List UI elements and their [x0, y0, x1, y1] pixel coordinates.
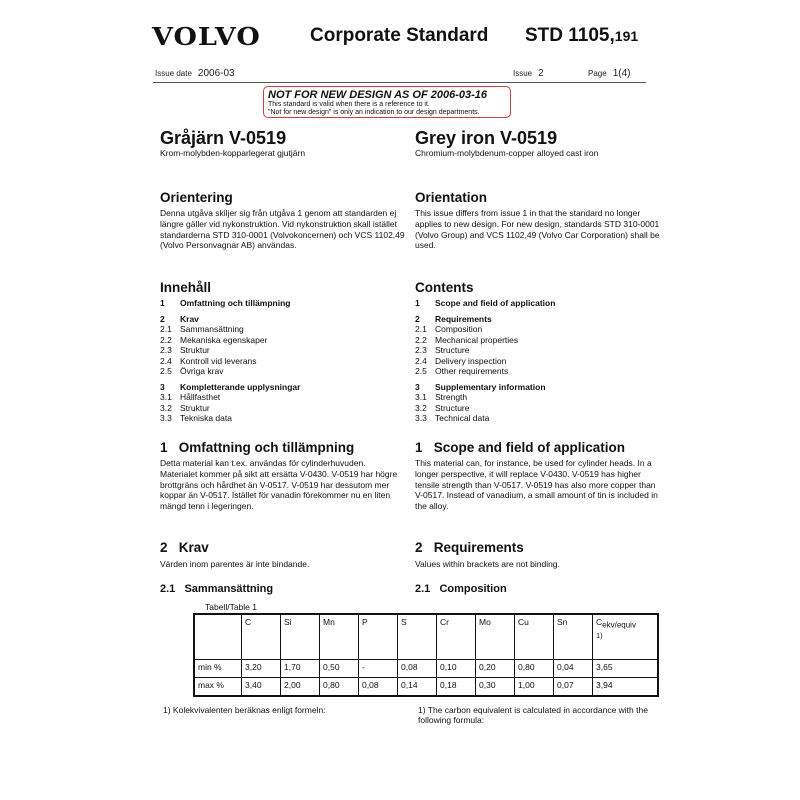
toc-item-label: Composition — [435, 324, 483, 334]
table-header-row — [194, 614, 658, 660]
toc-item[interactable] — [160, 356, 405, 367]
toc-item-number: 1 — [160, 298, 165, 308]
en-section-1-text: This material can, for instance, be used for cylinder heads. In a longer perspective, it will replace V-0430. V-0519 has higher tensile strength than V-0517. V-0519 has also more copper than V-0517. Instead of vanadium, a small amount of tin is included in the alloy. — [415, 458, 658, 512]
toc-item-label: Krav — [180, 313, 199, 324]
toc-item-label: Supplementary information — [435, 381, 546, 392]
not-for-new-design-notice — [263, 86, 511, 118]
table-cell: 0,07 — [554, 678, 593, 697]
toc-item[interactable] — [160, 413, 405, 424]
en-section-2-1-heading: 2.1 Composition — [415, 583, 507, 595]
table-cell: 0,18 — [437, 678, 476, 697]
notice-title: NOT FOR NEW DESIGN AS OF 2006-03-16 — [268, 89, 488, 101]
table-cell: 0,30 — [476, 678, 515, 697]
issue-label: Issue — [513, 69, 533, 78]
table-header-cell: Mo — [476, 614, 515, 660]
table-cell: 0,14 — [398, 678, 437, 697]
page-number — [588, 68, 630, 79]
table-row — [194, 678, 658, 697]
sv-section-2 — [160, 540, 405, 570]
carbon-equiv-subscript: ekv/equiv — [602, 620, 636, 630]
notice-line-2: "Not for new design" is only an indication to our design departments. — [268, 109, 480, 116]
toc-item[interactable] — [160, 366, 405, 377]
toc-item-number: 2.1 — [160, 324, 172, 334]
sv-column — [160, 128, 405, 158]
issue-date-value: 2006-03 — [197, 68, 235, 79]
toc-item[interactable] — [415, 403, 660, 414]
toc-item-label: Delivery inspection — [435, 355, 507, 366]
en-toc-list — [415, 298, 660, 424]
toc-item[interactable] — [415, 392, 660, 403]
table-cell: 3,20 — [242, 660, 281, 678]
toc-item-number: 2.3 — [160, 345, 172, 355]
table-header-cell: Sn — [554, 614, 593, 660]
toc-item[interactable] — [160, 403, 405, 414]
standard-number — [525, 25, 638, 47]
toc-item-label: Omfattning och tillämpning — [180, 298, 291, 308]
en-section-2-1 — [415, 583, 660, 595]
table-row-label: max % — [194, 678, 242, 697]
page-label: Page — [588, 69, 607, 78]
toc-item-number: 2.5 — [415, 366, 427, 376]
table-header-cell — [593, 614, 659, 660]
toc-item[interactable] — [160, 324, 405, 335]
toc-item-number: 2.3 — [415, 345, 427, 355]
issue-number — [513, 68, 544, 79]
en-contents-heading: Contents — [415, 280, 474, 295]
toc-item-number: 3.2 — [415, 402, 427, 413]
toc-item-number: 3 — [415, 381, 420, 392]
sv-toc-list — [160, 298, 405, 424]
en-column — [415, 128, 660, 158]
table-header-cell: S — [398, 614, 437, 660]
toc-item-number: 2.5 — [160, 366, 172, 376]
toc-item-number: 2.1 — [415, 324, 427, 334]
table-cell: 1,70 — [281, 660, 320, 678]
table-cell: 3,65 — [593, 660, 659, 678]
toc-item-number: 3.2 — [160, 402, 172, 413]
toc-item[interactable] — [160, 345, 405, 356]
toc-item[interactable] — [160, 392, 405, 403]
en-section-2-heading: 2 Requirements — [415, 540, 524, 555]
toc-item-number: 2.4 — [415, 355, 427, 366]
table-cell: 0,80 — [320, 678, 359, 697]
table-cell: 1,00 — [515, 678, 554, 697]
toc-item-number: 3.3 — [415, 413, 427, 423]
table-cell: 0,80 — [515, 660, 554, 678]
sv-subtitle: Krom-molybden-kopparlegerat gjutjärn — [160, 148, 306, 158]
toc-item-label: Övriga krav — [180, 366, 224, 376]
toc-item-label: Scope and field of application — [435, 298, 556, 308]
table-cell: 3,94 — [593, 678, 659, 697]
standard-number-main: STD 1105, — [525, 25, 615, 46]
document-type-title: Corporate Standard — [310, 25, 489, 46]
header-divider — [153, 82, 646, 83]
toc-item-number: 2.2 — [160, 334, 172, 345]
en-orientation-text: This issue differs from issue 1 in that the standard no longer applies to new design. For new design, standards STD 310-0001 (Volvo Group) and VCS 1102,49 (Volvo Car Corporation) shall be used. — [415, 208, 660, 251]
toc-item[interactable] — [415, 324, 660, 335]
sv-contents-heading: Innehåll — [160, 280, 212, 295]
toc-item-label: Kompletterande upplysningar — [180, 381, 301, 392]
toc-item-label: Tekniska data — [180, 413, 232, 423]
table-row — [194, 660, 658, 678]
table-header-cell: C — [242, 614, 281, 660]
table-cell: 0,04 — [554, 660, 593, 678]
standard-number-suffix: 191 — [614, 28, 639, 44]
toc-item-label: Requirements — [435, 313, 492, 324]
table-cell: 3,40 — [242, 678, 281, 697]
toc-item[interactable] — [160, 298, 405, 309]
issue-date — [155, 68, 235, 79]
sv-title: Gråjärn V-0519 — [160, 128, 287, 148]
toc-item[interactable] — [160, 382, 405, 393]
toc-item[interactable] — [160, 335, 405, 346]
sv-section-1 — [160, 440, 405, 512]
en-section-1-heading: 1 Scope and field of application — [415, 440, 626, 455]
sv-footnote: 1) Kolekvivalenten beräknas enligt formeln: — [163, 705, 326, 715]
toc-item-label: Mechanical properties — [435, 334, 519, 345]
toc-item[interactable] — [415, 356, 660, 367]
notice-line-1: This standard is valid when there is a reference to it. — [268, 101, 430, 108]
toc-item-number: 3.3 — [160, 413, 172, 423]
toc-item[interactable] — [415, 413, 660, 424]
sv-contents — [160, 280, 405, 424]
en-section-1 — [415, 440, 660, 512]
volvo-logo: VOLVO — [152, 22, 261, 51]
toc-item-label: Other requirements — [435, 366, 509, 376]
sv-section-2-1-heading: 2.1 Sammansättning — [160, 583, 274, 595]
sv-section-2-heading: 2 Krav — [160, 540, 209, 555]
toc-item-label: Mekaniska egenskaper — [180, 334, 268, 345]
sv-section-1-heading: 1 Omfattning och tillämpning — [160, 440, 355, 455]
toc-item-label: Kontroll vid leverans — [180, 355, 257, 366]
table-cell: 0,50 — [320, 660, 359, 678]
toc-item-label: Sammansättning — [180, 324, 244, 334]
table-header-cell: Cu — [515, 614, 554, 660]
table-row-label: min % — [194, 660, 242, 678]
table-cell: 0,08 — [398, 660, 437, 678]
toc-item-number: 2 — [415, 313, 420, 324]
toc-item-label: Struktur — [180, 345, 210, 355]
page-value: 1(4) — [612, 68, 631, 79]
table-header-cell: Cr — [437, 614, 476, 660]
toc-item-label: Structure — [435, 345, 470, 355]
toc-item-number: 2.2 — [415, 334, 427, 345]
en-orientation-heading: Orientation — [415, 190, 488, 205]
toc-item-label: Hållfasthet — [180, 392, 221, 402]
toc-item[interactable] — [415, 345, 660, 356]
en-title: Grey iron V-0519 — [415, 128, 558, 148]
toc-item-label: Technical data — [435, 413, 490, 423]
sv-orientation-heading: Orientering — [160, 190, 233, 205]
table-cell: 2,00 — [281, 678, 320, 697]
toc-item-number: 3.1 — [160, 392, 172, 402]
toc-item[interactable] — [415, 335, 660, 346]
sv-orientation — [160, 190, 405, 251]
table-cell: 0,10 — [437, 660, 476, 678]
toc-item-label: Structure — [435, 402, 470, 413]
toc-item-number: 1 — [415, 298, 420, 308]
table-caption: Tabell/Table 1 — [205, 602, 257, 612]
issue-date-label: Issue date — [155, 69, 192, 78]
sv-section-2-text: Värden inom parentes är inte bindande. — [160, 559, 310, 569]
en-section-2 — [415, 540, 660, 570]
toc-item-number: 2 — [160, 313, 165, 324]
toc-item[interactable] — [415, 366, 660, 377]
table-header-cell: P — [359, 614, 398, 660]
toc-item-number: 3 — [160, 381, 165, 392]
sv-section-1-text: Detta material kan t.ex. användas för cylinderhuvuden. Materialet kommer på sikt att ersätta V-0430. V-0519 har högre brottgräns och hårdhet än V-0517. V-0519 har dessutom mer koppar än V-0517. Istället för vanadin förekommer nu en liten mängd tenn i legeringen. — [160, 458, 398, 512]
en-footnote: 1) The carbon equivalent is calculated in accordance with the following formula: — [418, 705, 648, 725]
composition-table — [193, 613, 659, 697]
en-contents — [415, 280, 660, 424]
table-cell: 0,20 — [476, 660, 515, 678]
toc-item-label: Struktur — [180, 402, 210, 413]
toc-item[interactable] — [415, 382, 660, 393]
table-header-cell — [194, 614, 242, 660]
sv-section-2-1 — [160, 583, 405, 595]
carbon-equiv-symbol: C — [596, 617, 603, 627]
toc-item[interactable] — [415, 298, 660, 309]
en-orientation — [415, 190, 660, 251]
toc-item[interactable] — [160, 314, 405, 325]
toc-item-number: 2.4 — [160, 355, 172, 366]
toc-item-number: 3.1 — [415, 392, 427, 402]
issue-value: 2 — [538, 68, 544, 79]
table-header-cell: Mn — [320, 614, 359, 660]
footnote-ref: 1) — [596, 630, 603, 640]
en-subtitle: Chromium-molybdenum-copper alloyed cast iron — [415, 148, 599, 158]
toc-item[interactable] — [415, 314, 660, 325]
en-section-2-text: Values within brackets are not binding. — [415, 559, 560, 569]
table-cell: 0,08 — [359, 678, 398, 697]
sv-orientation-text: Denna utgåva skiljer sig från utgåva 1 genom att standarden ej längre gäller vid nykonstruktion. Vid nykonstruktion skall istället standarderna STD 310-0001 (Volvokoncernen) och VCS 1102,49 (Volvo Personvagnar AB) användas. — [160, 208, 405, 251]
toc-item-label: Strength — [435, 392, 468, 402]
table-header-cell: Si — [281, 614, 320, 660]
table-cell: - — [359, 660, 398, 678]
